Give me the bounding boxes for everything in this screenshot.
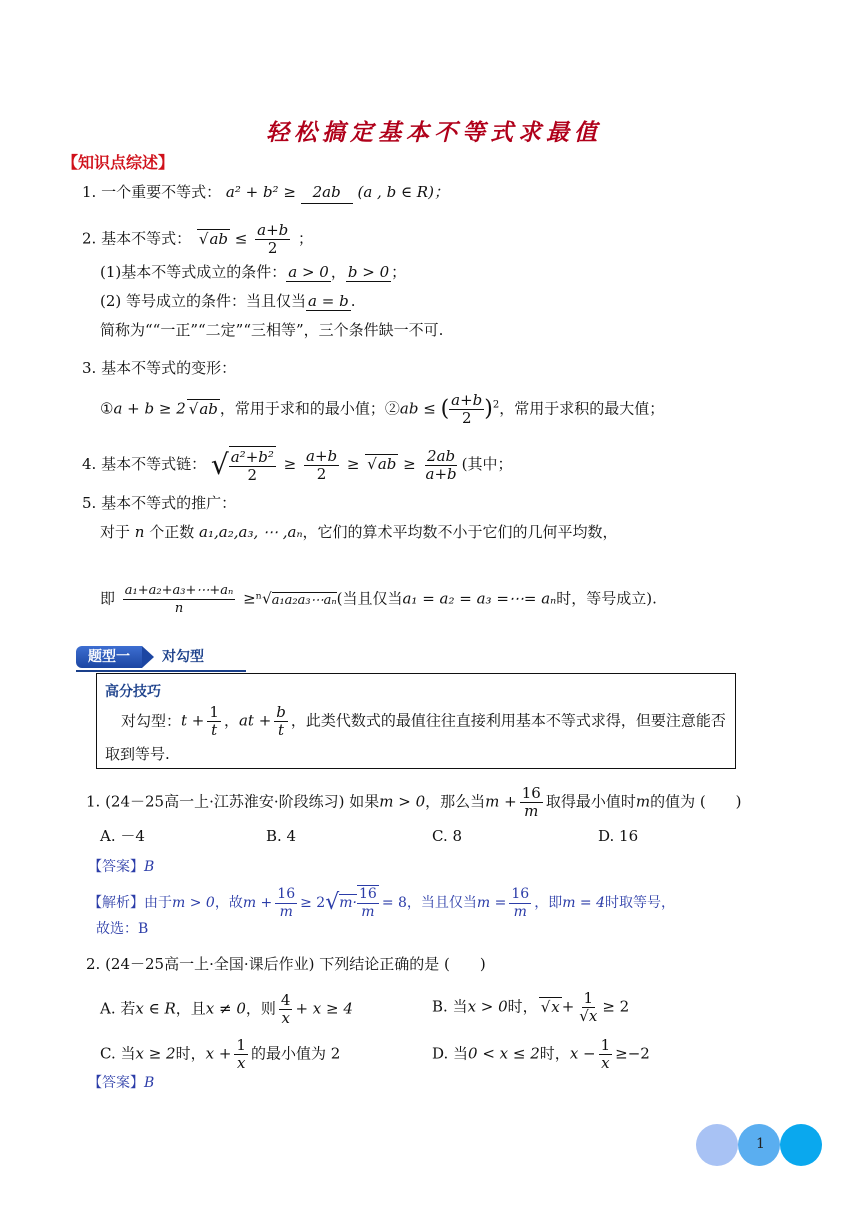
q2-answer: 【答案】B	[88, 1075, 155, 1091]
decor-circle-right	[780, 1124, 822, 1166]
decor-circle-left	[696, 1124, 738, 1166]
item-2-equality: (2) 等号成立的条件：当且仅当 a = b .	[100, 292, 356, 310]
item-5-statement: 对于 n 个正数 a₁,a₂,a₃, ⋯ ,aₙ，它们的算术平均数不小于它们的几何平均数，	[100, 523, 618, 541]
q1-option-b: B. 4	[266, 827, 297, 845]
banner-title: 对勾型	[162, 649, 204, 665]
question-1-stem: 1. (24－25高一上·江苏淮安·阶段练习) 如果m > 0，那么当m + $\frac{16}{m}$ 取得最小值时m的值为 ( )	[86, 784, 742, 820]
item-1: 1. 一个重要不等式： a² + b² ≥ 2ab (a , b ∈ R)；	[82, 181, 449, 204]
page-number: 1	[756, 1136, 765, 1152]
q2-option-b: B. 当x > 0时，√ x + $\frac{1}{√x}$ ≥ 2	[432, 990, 629, 1025]
item-2-summary: 简称为““一正”“二定”“三相等”，三个条件缺一不可.	[100, 321, 444, 339]
q1-option-d: D. 16	[598, 827, 639, 845]
item-5-formula: 即 $\frac{\text{a₁+a₂+a₃+⋯+aₙ}}{n}$ ≥ⁿ√a₁a₂a₃⋯aₙ(当且仅当a₁ = a₂ = a₃ =⋯= aₙ时，等号成立).	[100, 583, 657, 616]
section-heading: 【知识点综述】	[62, 153, 175, 172]
tip-box	[96, 673, 736, 769]
page-title: 轻松搞定基本不等式求最值	[266, 119, 602, 146]
tip-title: 高分技巧	[105, 684, 161, 700]
item-4: 4. 基本不等式链： √ $\frac{\text{a²+b²}}{2}$ ≥ $\frac{a+b}{2}$ ≥ √ ab ≥ $\frac{2ab}{a+b}$ (其中；	[82, 446, 513, 484]
question-type-banner	[76, 646, 246, 672]
q1-choice: 故选：B	[96, 921, 149, 937]
arrow-icon	[142, 646, 154, 668]
item-2: 2. 基本不等式： √ ab ≤ $\frac{a+b}{2}$ ；	[82, 222, 313, 257]
banner-label: 题型一	[76, 646, 142, 668]
tip-body: 对勾型：t + $\frac{1}{t}$ ，at + $\frac{b}{t}$ ，此类代数式的最值往往直接利用基本不等式求得，但要注意能否取到等号.	[105, 703, 726, 763]
q2-option-d: D. 当0 < x ≤ 2时，x − $\frac{1}{x}$ ≥−2	[432, 1036, 650, 1072]
question-2-stem: 2. (24－25高一上·全国·课后作业) 下列结论正确的是 ( )	[86, 955, 486, 973]
item-2-condition: (1)基本不等式成立的条件： a > 0 ， b > 0 ；	[100, 263, 407, 281]
item-3-variants: ①a + b ≥ 2√ ab ，常用于求和的最小值；②ab ≤ ( $\frac{a+b}{2}$ )$^2$，常用于求积的最大值；	[100, 392, 664, 427]
answer-blank: 2ab	[301, 181, 353, 204]
item-5: 5. 基本不等式的推广：	[82, 494, 237, 512]
q1-option-c: C. 8	[432, 827, 463, 845]
q1-analysis: 【解析】由于m > 0，故m + $\frac{16}{m}$ ≥ 2√m· $\frac{16}{m}$ = 8，当且仅当m = $\frac{16}{m}$ ，即m = 4时取等号，	[88, 885, 676, 920]
q1-option-a: A. －4	[100, 827, 145, 845]
item-3: 3. 基本不等式的变形：	[82, 359, 237, 377]
q2-option-a: A. 若x ∈ R，且x ≠ 0，则 $\frac{4}{x}$ + x ≥ 4	[100, 991, 353, 1027]
q2-option-c: C. 当x ≥ 2时，x + $\frac{1}{x}$ 的最小值为 2	[100, 1036, 341, 1072]
q1-answer: 【答案】B	[88, 859, 155, 875]
